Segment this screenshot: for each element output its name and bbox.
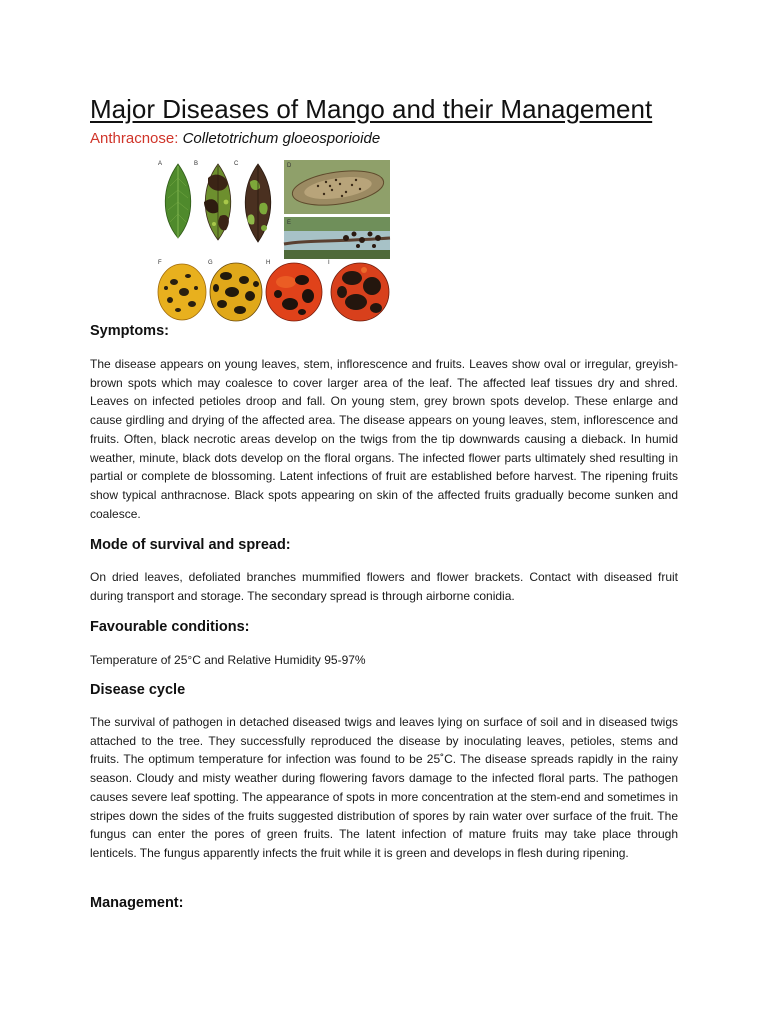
panel-label-b: B xyxy=(194,161,199,167)
disease-name: Anthracnose: xyxy=(90,130,179,147)
survival-text: On dried leaves, defoliated branches mummified flowers and flower brackets. Contact with diseased fruit during transport and storage. The secondary spread is through airborne conidia. xyxy=(90,570,678,603)
leaf-panel-c xyxy=(234,161,271,242)
leaf-panel-a xyxy=(158,161,191,238)
panel-label-d: D xyxy=(287,163,292,169)
fruit-panel-i xyxy=(328,260,389,321)
disease-subtitle xyxy=(90,130,380,147)
panel-label-a: A xyxy=(158,161,163,167)
panel-label-g: G xyxy=(208,260,213,266)
page-title: Major Diseases of Mango and their Management xyxy=(90,94,653,124)
panel-label-f: F xyxy=(158,260,162,266)
disease-cycle-text: The survival of pathogen in detached diseased twigs and leaves lying on surface of soil and in diseased twigs attached to the tree. They successfully reproduced the disease by inoculating leaves, petioles, stems and fruits. The optimum temperature for infection was found to be 25˚C. The disease spreads rapidly in the rainy season. Cloudy and misty weather during flowering favors damage to the infected floral parts. The pathogen causes severe leaf spotting. The appearance of spots in more concentration at the stem-end and sometimes in stripes down the sides of the fruits suggested distribution of spores by rain water over surface of the fruit. The fungus can enter the pores of green fruits. The latent infection of mature fruits may take place through lenticels. The fungus apparently infects the fruit while it is green and develops in flesh during ripening. xyxy=(90,715,678,860)
symptoms-text: The disease appears on young leaves, stem, inflorescence and fruits. Leaves show oval or irregular, greyish-brown spots which may coalesce to cover larger area of the leaf. The affected leaf tissues dry and shred. Leaves on infected petioles droop and fall. On young stem, grey brown spots develop. These enlarge and cause girdling and drying of the affected area. The disease appears on young leaves, stem, inflorescence and fruits. Often, black necrotic areas develop on the twigs from the tip downwards causing a dieback. In humid weather, minute, black dots develop on the floral organs. The infected flower parts ultimately shed resulting in partial or complete de blossoming. Latent infections of fruit are established before harvest. The ripening fruits show typical anthracnose. Black spots appearing on skin of the affected fruits gradually become sunken and coalesce. xyxy=(90,357,678,521)
fruit-panel-g xyxy=(208,260,262,321)
leaf-panel-b xyxy=(194,161,231,240)
panel-label-i: I xyxy=(328,260,330,266)
symptoms-heading: Symptoms: xyxy=(90,323,169,339)
lesion-panel-d xyxy=(284,160,390,214)
anthracnose-symptoms-figure xyxy=(156,158,392,324)
panel-label-h: H xyxy=(266,260,271,266)
pathogen-name: Colletotrichum gloeosporioide xyxy=(182,130,381,147)
fruit-panel-f xyxy=(158,260,206,320)
conditions-heading: Favourable conditions: xyxy=(90,619,250,635)
figure-illustration xyxy=(156,158,392,324)
twig-panel-e xyxy=(284,217,390,259)
disease-cycle-heading: Disease cycle xyxy=(90,682,186,698)
panel-label-c: C xyxy=(234,161,239,167)
fruit-panel-h xyxy=(266,260,322,321)
survival-heading: Mode of survival and spread: xyxy=(90,537,291,553)
conditions-text: Temperature of 25°C and Relative Humidity 95-97% xyxy=(90,653,366,667)
management-heading: Management: xyxy=(90,895,184,911)
panel-label-e: E xyxy=(287,220,292,226)
